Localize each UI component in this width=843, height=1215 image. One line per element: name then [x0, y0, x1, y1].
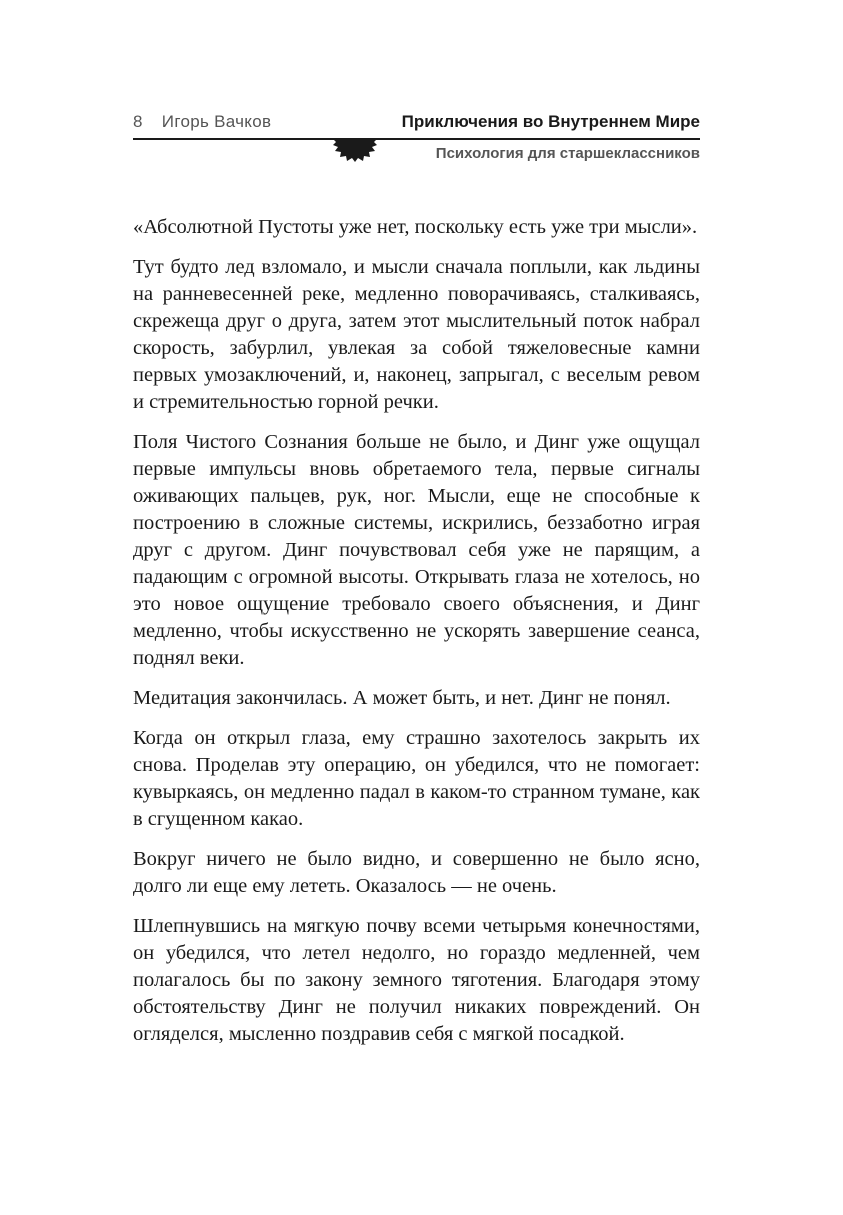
paragraph: Шлепнувшись на мягкую почву всеми четырьмя конечностями, он убедился, что летел недолго, но гораздо медленней, чем полагалось бы по закону земного тяготения. Благодаря этому обстоятельству Динг не получил никаких повреждений. Он огляделся, мысленно поздравив себя с мягкой посадкой. — [133, 915, 700, 1045]
header-rule — [133, 138, 700, 140]
paragraph: «Абсолютной Пустоты уже нет, поскольку есть уже три мысли». — [133, 216, 698, 238]
paragraph: Поля Чистого Сознания больше не было, и Динг уже ощущал первые импульсы вновь обретаемого тела, первые сигналы оживающих пальцев, рук, ног. Мысли, еще не способные к построению в сложные системы, искрились, беззаботно играя друг с другом. Динг почувствовал себя уже не парящим, а падающим с огромной высоты. Открывать глаза не хотелось, но это новое ощущение требовало своего объяснения, и Динг медленно, чтобы искусственно не ускорять завершение сеанса, поднял веки. — [133, 431, 700, 669]
sun-burst-icon — [330, 136, 380, 162]
page-body — [133, 214, 700, 1061]
paragraph: Вокруг ничего не было видно, и совершенно не было ясно, долго ли еще ему лететь. Оказалось — не очень. — [133, 848, 700, 897]
running-header — [133, 0, 700, 170]
page-number: 8 — [133, 112, 143, 131]
author-name: Игорь Вачков — [161, 112, 272, 131]
paragraph: Когда он открыл глаза, ему страшно захотелось закрыть их снова. Проделав эту операцию, он убедился, что не помогает: кувыркаясь, он медленно падал в каком-то странном тумане, как в сгущенном какао. — [133, 727, 700, 830]
paragraph: Тут будто лед взломало, и мысли сначала поплыли, как льдины на ранневесенней реке, медленно поворачиваясь, сталкиваясь, скрежеща друг о друга, затем этот мыслительный поток набрал скорость, забурлил, увлекая за собой тяжеловесные камни первых умозаключений, и, наконец, запрыгал, с веселым ревом и стремительностью горной речки. — [133, 256, 700, 413]
paragraph: Медитация закончилась. А может быть, и нет. Динг не понял. — [133, 687, 671, 709]
book-title: Приключения во Внутреннем Мире — [401, 112, 700, 131]
book-subtitle: Психология для старшеклассников — [435, 145, 700, 162]
running-head-left — [133, 112, 271, 132]
